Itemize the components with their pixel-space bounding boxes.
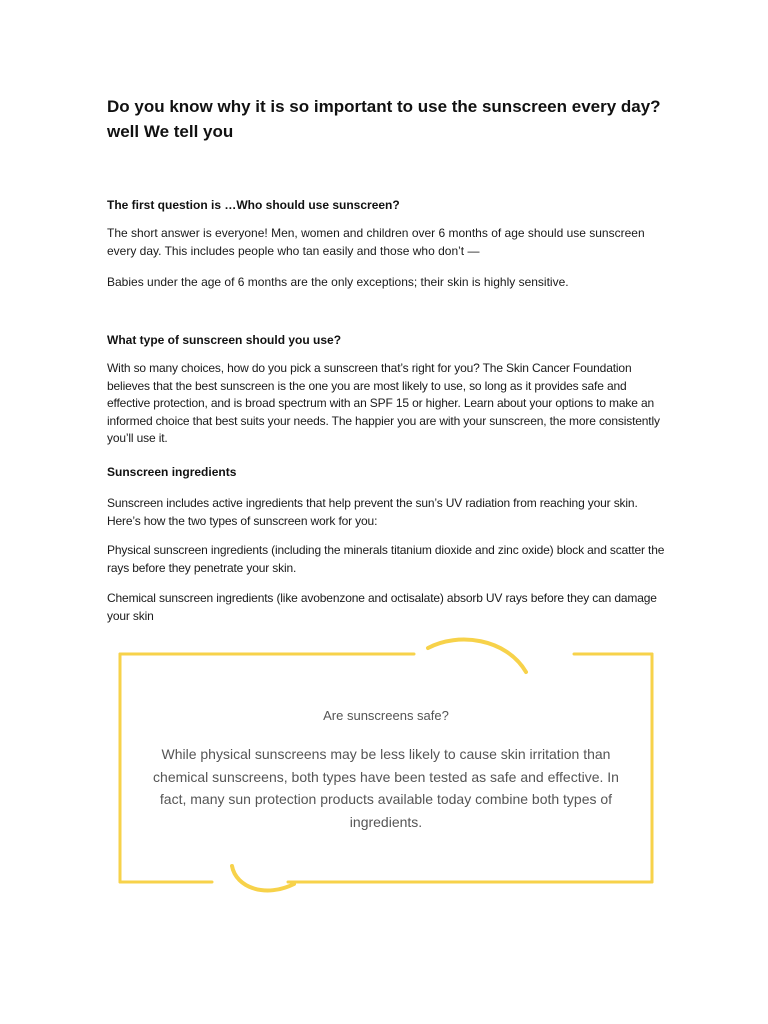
paragraph-choices: With so many choices, how do you pick a sunscreen that’s right for you? The Skin Cancer Foundation believes that the best sunscreen is the one you are most likely to use, so long as it provides safe and effective protection, and is broad spectrum with an SPF 15 or higher. Learn about your options to make an informed choice that best suits your needs. The happier you are with your sunscreen, the more consistently you’ll use it. — [107, 361, 660, 445]
paragraph-babies: Babies under the age of 6 months are the only exceptions; their skin is highly sensitive. — [107, 275, 569, 289]
section-heading-who: The first question is …Who should use sunscreen? — [107, 198, 400, 212]
section-heading-type: What type of sunscreen should you use? — [107, 333, 342, 347]
swoosh-bottom-icon — [232, 866, 294, 890]
document-title: Do you know why it is so important to use the sunscreen every day? well We tell you — [107, 97, 661, 141]
paragraph-chemical: Chemical sunscreen ingredients (like avobenzone and octisalate) absorb UV rays before they can damage your skin — [107, 591, 657, 623]
paragraph-active-ingredients: Sunscreen includes active ingredients that help prevent the sun’s UV radiation from reaching your skin. Here’s how the two types of sunscreen work for you: — [107, 496, 638, 528]
swoosh-top-icon — [428, 640, 526, 672]
safety-callout-box — [118, 652, 654, 884]
callout-text: While physical sunscreens may be less likely to cause skin irritation than chemical sunscreens, both types have been tested as safe and effective. In fact, many sun protection products available today combine both types of ingredients. — [153, 746, 619, 830]
paragraph-physical: Physical sunscreen ingredients (including the minerals titanium dioxide and zinc oxide) block and scatter the rays before they penetrate your skin. — [107, 543, 665, 575]
section-heading-ingredients: Sunscreen ingredients — [107, 465, 237, 479]
paragraph-everyone: The short answer is everyone! Men, women and children over 6 months of age should use sunscreen every day. This includes people who tan easily and those who don’t — — [107, 226, 645, 258]
callout-title: Are sunscreens safe? — [323, 708, 449, 723]
